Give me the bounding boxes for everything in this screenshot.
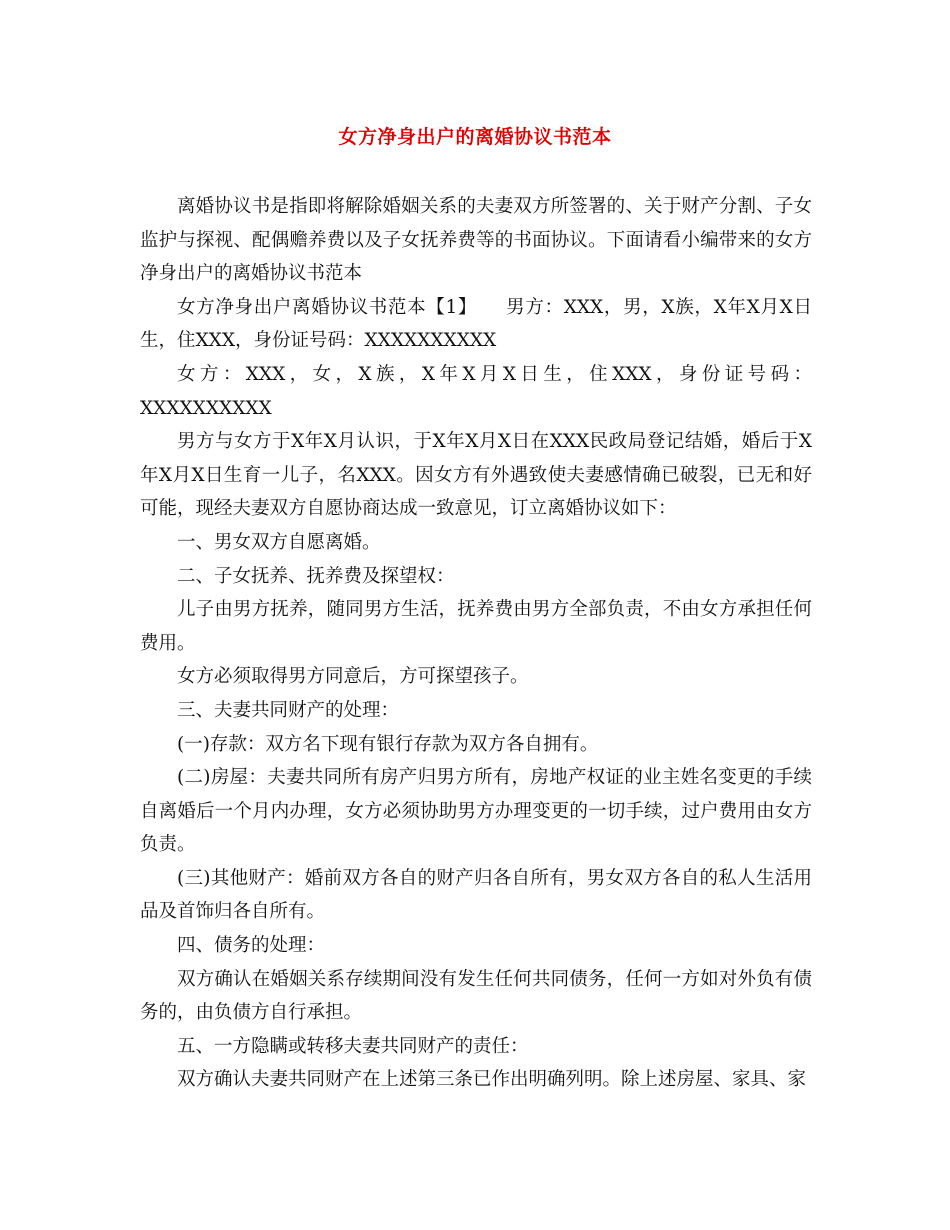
- paragraph: 女方必须取得男方同意后，方可探望孩子。: [177, 666, 529, 688]
- paragraph: 男方与女方于X年X月认识，于X年X月X日在XXX民政局登记结婚，婚后于X年X月X日生育一儿子，名XXX。因女方有外遇致使夫妻感情确已破裂，已无和好可能，现经夫妻双方自愿协商达成一致意见，订立离婚协议如下：: [140, 431, 812, 520]
- paragraph: 五、一方隐瞒或转移夫妻共同财产的责任：: [177, 1035, 529, 1057]
- paragraph: 双方确认夫妻共同财产在上述第三条已作出明确列明。除上述房屋、家具、家: [177, 1069, 807, 1091]
- paragraph: 离婚协议书是指即将解除婚姻关系的夫妻双方所签署的、关于财产分割、子女监护与探视、配偶赡养费以及子女抚养费等的书面协议。下面请看小编带来的女方净身出户的离婚协议书范本: [140, 196, 812, 285]
- paragraph: 儿子由男方抚养，随同男方生活，抚养费由男方全部负责，不由女方承担任何费用。: [140, 599, 812, 654]
- paragraph: (一)存款：双方名下现有银行存款为双方各自拥有。: [177, 733, 599, 755]
- paragraph: (三)其他财产：婚前双方各自的财产归各自所有，男女双方各自的私人生活用品及首饰归各自所有。: [140, 867, 812, 923]
- paragraph: 女方：XXX，女，X族，X年X月X日生，住XXX，身份证号码：XXXXXXXXXX: [140, 363, 812, 419]
- document-title: 女方净身出户的离婚协议书范本: [338, 126, 612, 148]
- paragraph: 女方净身出户离婚协议书范本【1】 男方：XXX，男，X族，X年X月X日生，住XXX，身份证号码：XXXXXXXXXX: [140, 296, 812, 352]
- paragraph: (二)房屋：夫妻共同所有房产归男方所有，房地产权证的业主姓名变更的手续自离婚后一个月内办理，女方必须协助男方办理变更的一切手续，过户费用由女方负责。: [140, 767, 812, 856]
- paragraph: 双方确认在婚姻关系存续期间没有发生任何共同债务，任何一方如对外负有债务的，由负债方自行承担。: [140, 968, 812, 1024]
- document-body: [140, 190, 812, 1097]
- paragraph: 二、子女抚养、抚养费及探望权：: [177, 565, 455, 587]
- paragraph: 四、债务的处理：: [177, 935, 326, 957]
- paragraph: 一、男女双方自愿离婚。: [177, 531, 381, 553]
- paragraph: 三、夫妻共同财产的处理：: [177, 699, 400, 721]
